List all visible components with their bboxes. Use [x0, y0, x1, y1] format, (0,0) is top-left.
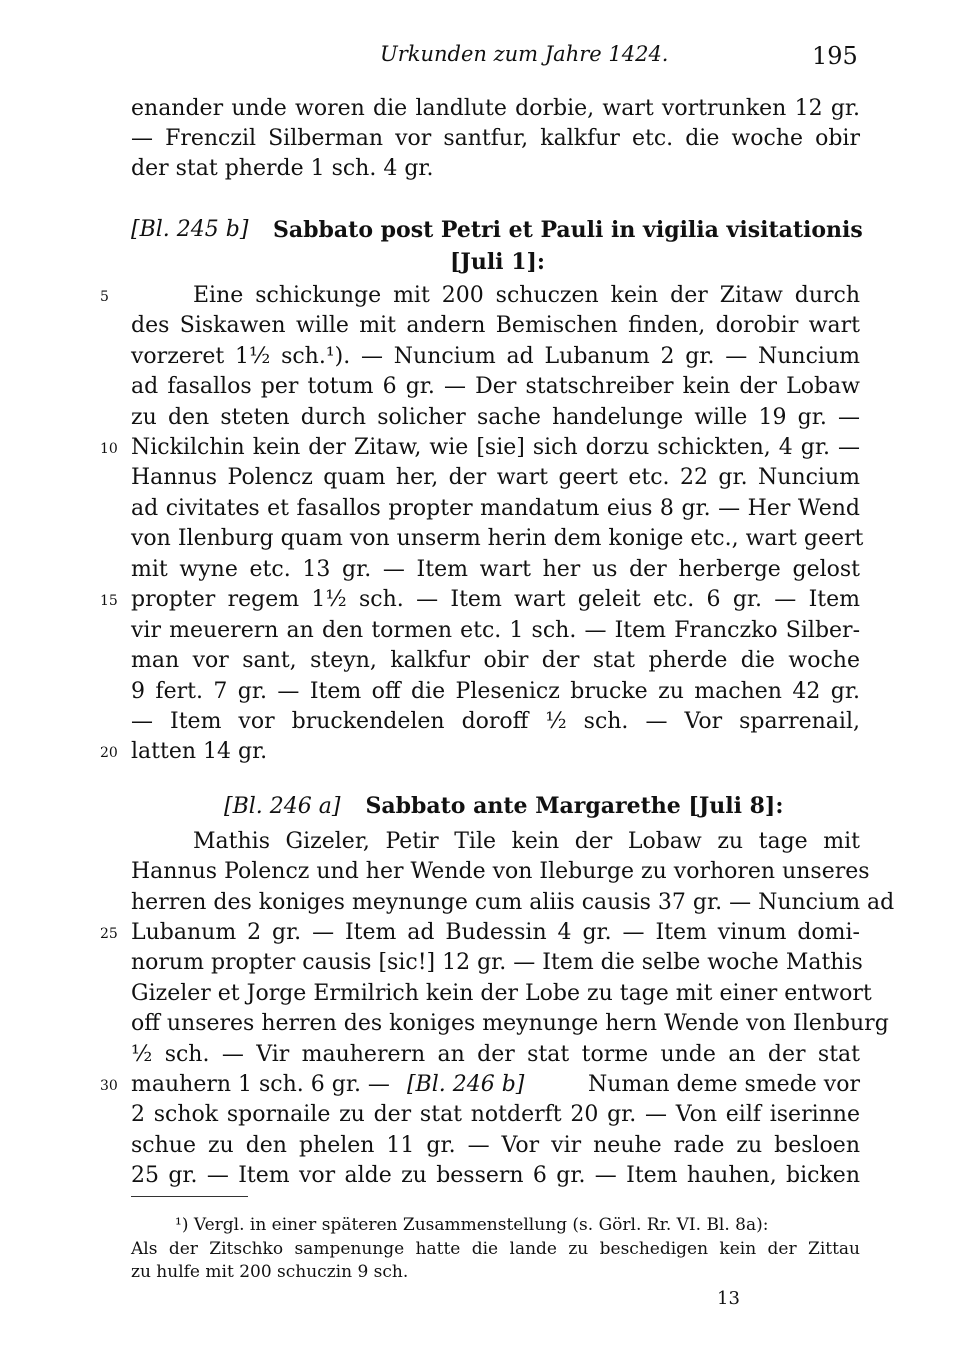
text-line: vir meuerern an den tormen etc. 1 sch. — Item Franczko Silber-: [131, 618, 860, 643]
text-line: mit wyne etc. 13 gr. — Item wart her us der herberge gelost: [131, 557, 860, 582]
folio-reference: [Bl. 246 b]: [406, 1072, 525, 1097]
text-line: — Frenczil Silberman vor santfur, kalkfur etc. die woche obir: [131, 126, 860, 151]
text-line: schue zu den phelen 11 gr. — Vor vir neuhe rade zu besloen: [131, 1133, 860, 1158]
text-line: herren des koniges meynunge cum aliis causis 37 gr. — Nuncium ad: [131, 890, 895, 915]
text-line: off unseres herren des koniges meynunge hern Wende von Ilenburg: [131, 1011, 889, 1036]
heading-date: [Juli 1]:: [450, 249, 546, 275]
text-line: Gizeler et Jorge Ermilrich kein der Lobe zu tage mit einer entwort: [131, 981, 872, 1006]
signature-mark: 13: [717, 1288, 740, 1309]
folio-reference: [Bl. 246 a]: [224, 794, 341, 819]
text-line: Mathis Gizeler, Petir Tile kein der Lobaw zu tage mit: [193, 829, 860, 854]
text-line: Hannus Polencz und her Wende von Ileburge zu vorhoren unseres: [131, 859, 870, 884]
text-line: Hannus Polencz quam her, der wart geert etc. 22 gr. Nuncium: [131, 465, 860, 490]
line-number: 20: [100, 745, 118, 761]
text-line: zu den steten durch solicher sache handelunge wille 19 gr. —: [131, 405, 860, 430]
text-line: ½ sch. — Vir mauherern an der stat torme unde an der stat: [131, 1042, 860, 1067]
line-number: 10: [100, 441, 118, 457]
folio-reference: [Bl. 245 b]: [131, 217, 249, 242]
text-line: [131, 1070, 860, 1100]
text-line: der stat pherde 1 sch. 4 gr.: [131, 156, 434, 181]
text-segment: Numan deme smede vor: [588, 1072, 860, 1097]
text-line: vorzeret 1½ sch.¹). — Nuncium ad Lubanum 2 gr. — Nuncium: [131, 344, 860, 369]
line-number: 5: [100, 289, 109, 305]
page-number: 195: [812, 42, 858, 70]
text-line: ad fasallos per totum 6 gr. — Der statschreiber kein der Lobaw: [131, 374, 860, 399]
heading-title: Sabbato post Petri et Pauli in vigilia visitationis: [273, 217, 863, 243]
section-heading-2: [224, 791, 783, 822]
text-line: Lubanum 2 gr. — Item ad Budessin 4 gr. — Item vinum domi-: [131, 920, 860, 945]
text-line: enander unde woren die landlute dorbie, wart vortrunken 12 gr.: [131, 96, 860, 121]
text-line: 9 fert. 7 gr. — Item off die Plesenicz brucke zu machen 42 gr.: [131, 679, 860, 704]
running-header-title: Urkunden zum Jahre 1424.: [380, 42, 669, 66]
footnote-line: Als der Zitschko sampenunge hatte die lande zu beschedigen kein der Zittau: [131, 1239, 860, 1259]
text-segment: mauhern 1 sch. 6 gr. —: [131, 1072, 390, 1097]
text-line: man vor sant, steyn, kalkfur obir der stat pherde die woche: [131, 648, 860, 673]
text-line: — Item vor bruckendelen doroff ½ sch. — Vor sparrenail,: [131, 709, 860, 734]
text-line: des Siskawen wille mit andern Bemischen finden, dorobir wart: [131, 313, 860, 338]
text-line: 25 gr. — Item vor alde zu bessern 6 gr. — Item hauhen, bicken: [131, 1163, 860, 1188]
text-line: von Ilenburg quam von unserm herin dem konige etc., wart geert: [131, 526, 864, 551]
heading-title: Sabbato ante Margarethe [Juli 8]:: [365, 793, 784, 819]
line-number: 15: [100, 593, 118, 609]
footnote-line: ¹) Vergl. in einer späteren Zusammenstellung (s. Görl. Rr. VI. Bl. 8a):: [175, 1215, 769, 1235]
text-line: latten 14 gr.: [131, 739, 268, 764]
footnote-divider: [131, 1196, 248, 1197]
text-line: norum propter causis [sic!] 12 gr. — Item die selbe woche Mathis: [131, 950, 863, 975]
text-line: 2 schok spornaile zu der stat notderft 20 gr. — Von eilf iserinne: [131, 1102, 860, 1127]
line-number: 25: [100, 926, 118, 942]
text-line: Eine schickunge mit 200 schuczen kein der Zitaw durch: [193, 283, 860, 308]
text-line: ad civitates et fasallos propter mandatum eius 8 gr. — Her Wend: [131, 496, 860, 521]
footnote-line: zu hulfe mit 200 schuczin 9 sch.: [131, 1262, 409, 1282]
section-heading-1: [131, 215, 863, 245]
text-line: Nickilchin kein der Zitaw, wie [sie] sich dorzu schickten, 4 gr. —: [131, 435, 860, 460]
text-line: propter regem 1½ sch. — Item wart geleit etc. 6 gr. — Item: [131, 587, 860, 612]
line-number: 30: [100, 1078, 118, 1094]
